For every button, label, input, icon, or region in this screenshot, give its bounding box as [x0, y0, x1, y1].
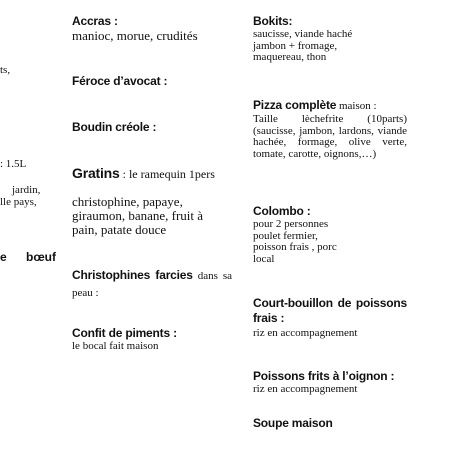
soupe-title: Soupe maison — [253, 416, 333, 430]
confit-title: Confit de piments : — [72, 326, 177, 340]
menu-item-boudin — [72, 120, 232, 135]
feroce-title: Féroce d’avocat : — [72, 74, 168, 88]
pizza-sub: maison : — [336, 100, 377, 112]
court-bouillon-title: Court-bouillon de poissons frais : — [253, 296, 407, 325]
menu-item-colombo — [253, 204, 407, 265]
poissons-frits-title: Poissons frits à l’oignon : — [253, 369, 395, 383]
menu-item-bokits — [253, 14, 407, 64]
colombo-title: Colombo : — [253, 204, 311, 218]
court-bouillon-desc: riz en accompagnement — [253, 327, 358, 339]
boudin-title: Boudin créole : — [72, 120, 157, 134]
colombo-desc: pour 2 personnes poulet fermier, poisson frais , porc local — [253, 218, 337, 265]
left-fragment-3: jardin, — [12, 184, 41, 196]
menu-item-court-bouillon — [253, 296, 407, 340]
menu-item-accras — [72, 14, 232, 43]
left-fragment-6: bœuf — [26, 250, 56, 264]
menu-item-gratins — [72, 165, 232, 237]
menu-item-christophines — [72, 267, 232, 301]
gratins-desc: christophine, papaye, giraumon, banane, fruit à pain, patate douce — [72, 194, 204, 237]
menu-item-poissons-frits — [253, 369, 407, 396]
accras-title: Accras — [72, 14, 111, 28]
left-fragment-2: : 1.5L — [0, 158, 27, 170]
christophines-title: Christophines farcies — [72, 268, 193, 282]
menu-item-pizza — [253, 96, 407, 160]
accras-colon: : — [110, 14, 118, 28]
pizza-desc: Taille lèchefrite (10parts) (saucisse, jambon, lardons, viande hachée, formage, olive verte, tomate, carotte, oignons,…) — [253, 113, 407, 160]
menu-item-soupe — [253, 416, 407, 431]
pizza-title: Pizza complète — [253, 98, 337, 112]
left-fragment-5: e — [0, 250, 7, 264]
left-fragment-4: lle pays, — [0, 196, 37, 208]
confit-desc: le bocal fait maison — [72, 340, 159, 352]
bokits-title: Bokits: — [253, 14, 293, 28]
gratins-title: Gratins — [72, 165, 120, 181]
bokits-desc: saucisse, viande haché jambon + fromage, maquereau, thon — [253, 28, 353, 63]
menu-item-confit — [72, 326, 232, 353]
poissons-frits-desc: riz en accompagnement — [253, 383, 358, 395]
menu-item-feroce — [72, 74, 232, 89]
left-fragment-1: ts, — [0, 64, 11, 76]
christophines-sub: dans sa peau : — [72, 270, 232, 299]
accras-desc: manioc, morue, crudités — [72, 28, 198, 43]
gratins-sub: : le ramequin 1pers — [119, 167, 215, 181]
